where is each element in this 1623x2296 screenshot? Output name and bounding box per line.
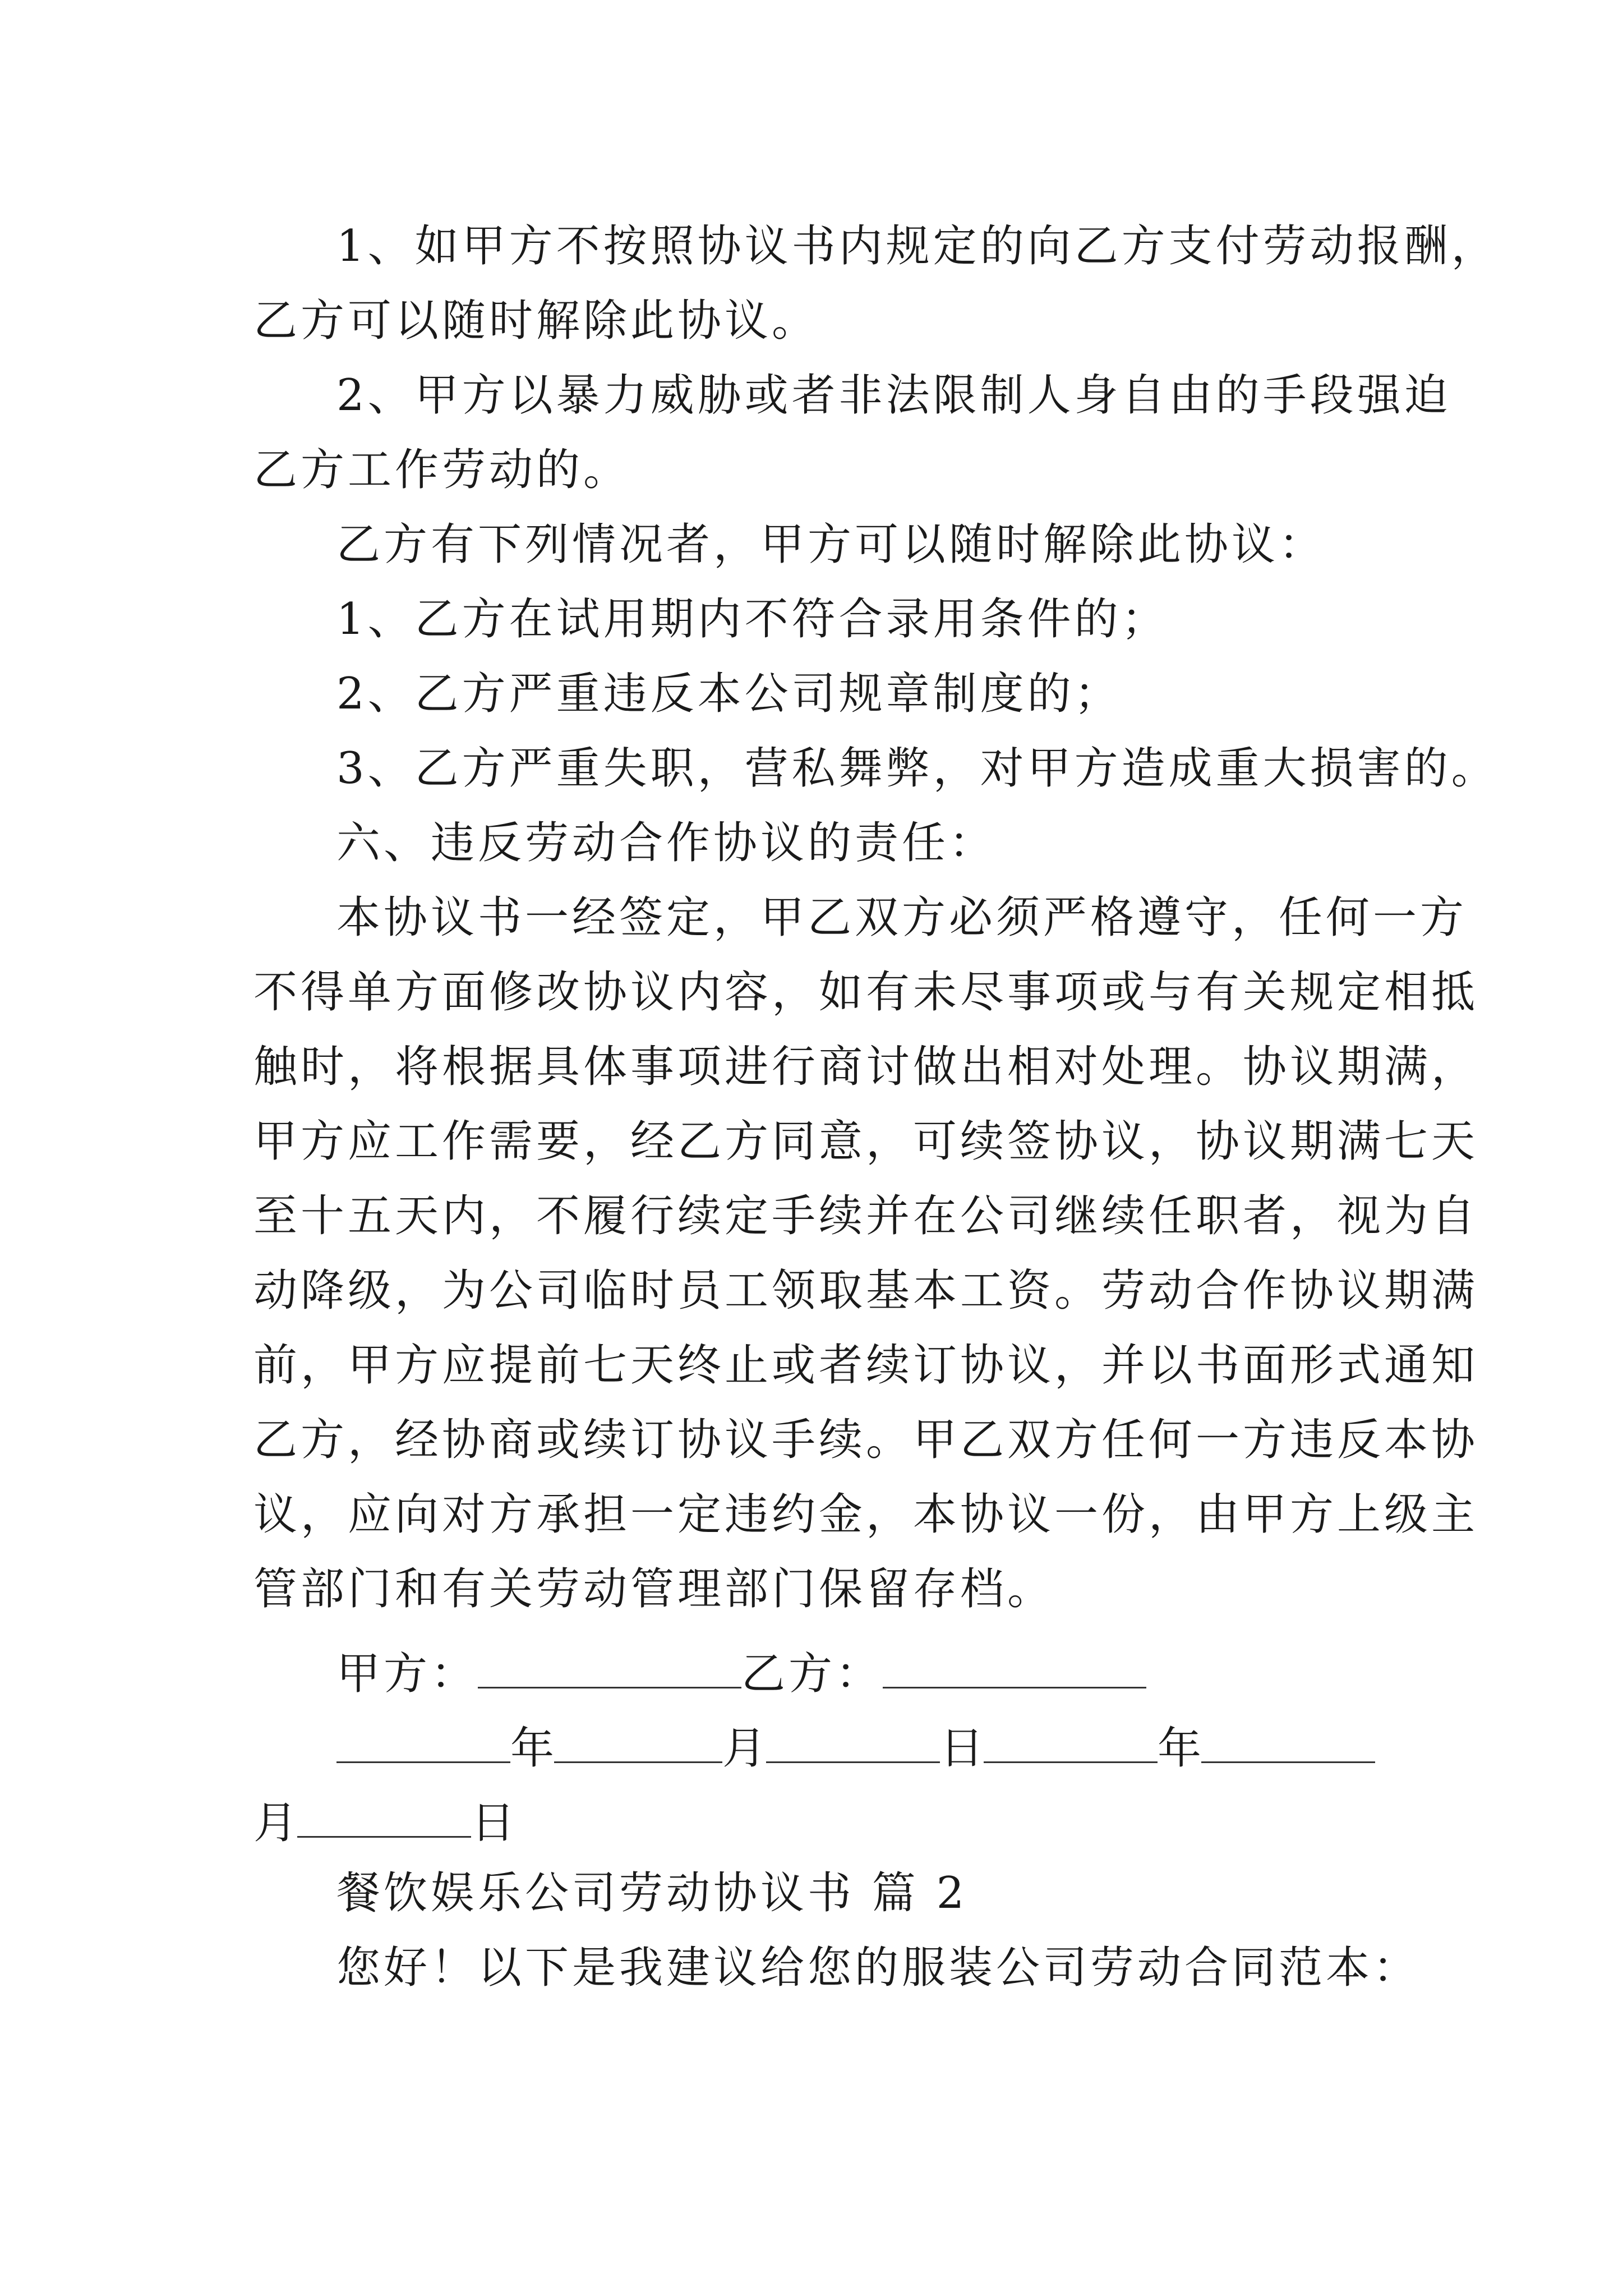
month-label: 月	[722, 1723, 767, 1774]
party-a-label: 甲方：	[336, 1649, 478, 1699]
year-label-2: 年	[1158, 1723, 1202, 1774]
day-label: 日	[940, 1723, 984, 1774]
party-b-label: 乙方：	[741, 1649, 883, 1699]
month-blank	[554, 1722, 722, 1763]
paragraph-line: 乙方有下列情况者，甲方可以随时解除此协议：	[336, 519, 1326, 570]
paragraph-line: 3、乙方严重失职，营私舞弊，对甲方造成重大损害的。	[336, 743, 1498, 794]
paragraph-line: 乙方可以随时解除此协议。	[253, 296, 819, 346]
section-heading: 六、违反劳动合作协议的责任：	[336, 818, 997, 868]
paragraph-line: 乙方，经协商或续订协议手续。甲乙双方任何一方违反本协	[253, 1415, 1479, 1465]
party-b-signature-blank	[883, 1648, 1146, 1688]
paragraph-line: 2、甲方以暴力威胁或者非法限制人身自由的手段强迫	[336, 370, 1451, 421]
day-blank	[766, 1722, 940, 1763]
signature-row	[336, 1648, 1146, 1699]
day-label-2: 日	[471, 1798, 515, 1848]
party-a-signature-blank	[478, 1648, 741, 1688]
month-blank-2	[1201, 1722, 1375, 1763]
day-blank-2	[297, 1797, 471, 1838]
paragraph-line: 不得单方面修改协议内容，如有未尽事项或与有关规定相抵	[253, 967, 1479, 1018]
paragraph-line: 动降级，为公司临时员工领取基本工资。劳动合作协议期满	[253, 1266, 1479, 1316]
paragraph-line: 触时，将根据具体事项进行商讨做出相对处理。协议期满，	[253, 1042, 1479, 1092]
paragraph-line: 1、乙方在试用期内不符合录用条件的；	[336, 594, 1169, 645]
paragraph-line: 至十五天内，不履行续定手续并在公司继续任职者，视为自	[253, 1191, 1479, 1241]
month-label-2: 月	[253, 1798, 298, 1848]
paragraph-line: 本协议书一经签定，甲乙双方必须严格遵守，任何一方	[336, 892, 1468, 943]
paragraph-line: 乙方工作劳动的。	[253, 445, 631, 495]
paragraph-line: 前，甲方应提前七天终止或者续订协议，并以书面形式通知	[253, 1340, 1479, 1391]
paragraph-line: 2、乙方严重违反本公司规章制度的；	[336, 669, 1122, 719]
paragraph-line: 议，应向对方承担一定违约金，本协议一份，由甲方上级主	[253, 1489, 1479, 1540]
paragraph-line: 甲方应工作需要，经乙方同意，可续签协议，协议期满七天	[253, 1116, 1479, 1167]
date-row	[336, 1722, 1375, 1774]
year-blank-2	[984, 1722, 1158, 1763]
year-label: 年	[510, 1723, 555, 1774]
section-title: 餐饮娱乐公司劳动协议书 篇 2	[336, 1868, 968, 1918]
paragraph-line: 管部门和有关劳动管理部门保留存档。	[253, 1564, 1055, 1614]
year-blank	[336, 1722, 510, 1763]
closing-line: 您好！以下是我建议给您的服装公司劳动合同范本：	[336, 1943, 1421, 1993]
date-row-continued	[253, 1797, 515, 1848]
paragraph-line: 1、如甲方不按照协议书内规定的向乙方支付劳动报酬，	[336, 221, 1498, 272]
